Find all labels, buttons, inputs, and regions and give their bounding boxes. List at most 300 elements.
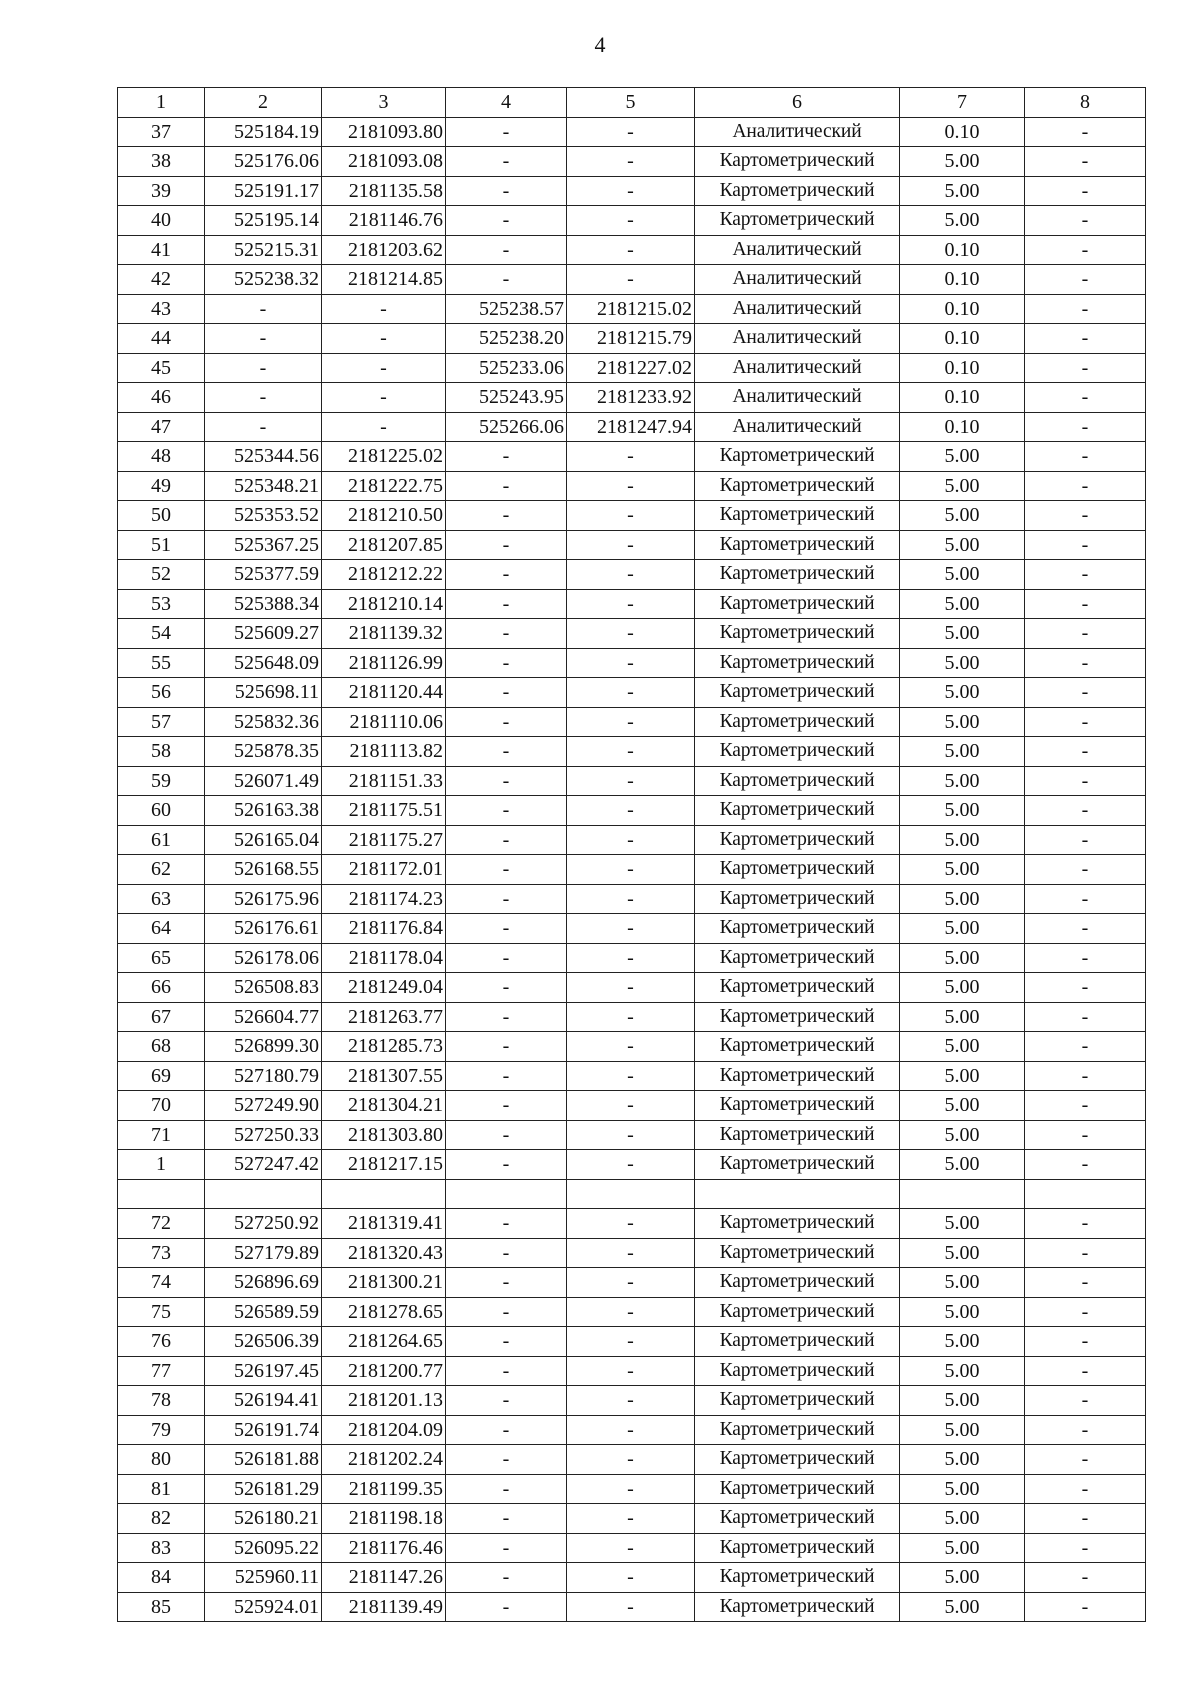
- cell-method: Картометрический: [695, 1120, 900, 1150]
- cell-accuracy: 5.00: [900, 707, 1025, 737]
- table-row: [118, 206, 1146, 236]
- table-row: [118, 294, 1146, 324]
- cell-y-coordinate: 2181225.02: [322, 442, 446, 472]
- cell-notes: -: [1025, 1209, 1146, 1239]
- cell-notes: -: [1025, 1533, 1146, 1563]
- cell-accuracy: 5.00: [900, 471, 1025, 501]
- cell-y-new-coordinate: -: [567, 147, 695, 177]
- cell-y-new-coordinate: -: [567, 855, 695, 885]
- cell-method: Картометрический: [695, 737, 900, 767]
- cell-y-new-coordinate: -: [567, 1415, 695, 1445]
- cell-method: Картометрический: [695, 1238, 900, 1268]
- cell-y-coordinate: 2181113.82: [322, 737, 446, 767]
- cell-y-coordinate: -: [322, 353, 446, 383]
- cell-notes: -: [1025, 265, 1146, 295]
- table-row: [118, 383, 1146, 413]
- column-header-3: 3: [322, 88, 446, 118]
- cell-x-coordinate: -: [205, 383, 322, 413]
- cell-method: Картометрический: [695, 1356, 900, 1386]
- cell-x-new-coordinate: 525238.20: [446, 324, 567, 354]
- cell-y-coordinate: 2181147.26: [322, 1563, 446, 1593]
- table-row: [118, 1474, 1146, 1504]
- cell-method: Картометрический: [695, 1268, 900, 1298]
- cell-y-new-coordinate: -: [567, 1061, 695, 1091]
- cell-y-coordinate: 2181217.15: [322, 1150, 446, 1180]
- cell-method: Картометрический: [695, 1297, 900, 1327]
- cell-x-coordinate: 525184.19: [205, 117, 322, 147]
- cell-y-coordinate: 2181320.43: [322, 1238, 446, 1268]
- cell-x-new-coordinate: -: [446, 1268, 567, 1298]
- table-row: [118, 1032, 1146, 1062]
- table-row: [118, 235, 1146, 265]
- cell-x-new-coordinate: 525233.06: [446, 353, 567, 383]
- cell-x-coordinate: 525377.59: [205, 560, 322, 590]
- cell-point-number: 64: [118, 914, 205, 944]
- cell-point-number: 56: [118, 678, 205, 708]
- cell-notes: -: [1025, 206, 1146, 236]
- cell-y-coordinate: [322, 1179, 446, 1209]
- cell-y-new-coordinate: -: [567, 707, 695, 737]
- cell-x-coordinate: 525960.11: [205, 1563, 322, 1593]
- cell-notes: -: [1025, 973, 1146, 1003]
- cell-notes: -: [1025, 796, 1146, 826]
- cell-method: [695, 1179, 900, 1209]
- cell-x-coordinate: 526165.04: [205, 825, 322, 855]
- cell-accuracy: 5.00: [900, 1533, 1025, 1563]
- cell-notes: -: [1025, 914, 1146, 944]
- cell-method: Картометрический: [695, 206, 900, 236]
- cell-notes: -: [1025, 1563, 1146, 1593]
- cell-method: Аналитический: [695, 117, 900, 147]
- table-row: [118, 589, 1146, 619]
- cell-x-new-coordinate: 525238.57: [446, 294, 567, 324]
- cell-method: Картометрический: [695, 648, 900, 678]
- cell-accuracy: 5.00: [900, 1238, 1025, 1268]
- cell-x-coordinate: 525388.34: [205, 589, 322, 619]
- cell-x-new-coordinate: [446, 1179, 567, 1209]
- cell-point-number: 38: [118, 147, 205, 177]
- cell-notes: -: [1025, 176, 1146, 206]
- cell-notes: -: [1025, 1386, 1146, 1416]
- cell-x-new-coordinate: -: [446, 825, 567, 855]
- cell-point-number: 60: [118, 796, 205, 826]
- cell-y-new-coordinate: -: [567, 1091, 695, 1121]
- column-header-5: 5: [567, 88, 695, 118]
- table-row: [118, 530, 1146, 560]
- cell-notes: -: [1025, 1120, 1146, 1150]
- cell-y-new-coordinate: -: [567, 1032, 695, 1062]
- cell-notes: -: [1025, 294, 1146, 324]
- cell-method: Картометрический: [695, 766, 900, 796]
- cell-method: Аналитический: [695, 265, 900, 295]
- table-row: [118, 147, 1146, 177]
- cell-y-new-coordinate: -: [567, 1474, 695, 1504]
- cell-x-new-coordinate: -: [446, 1474, 567, 1504]
- cell-accuracy: 0.10: [900, 353, 1025, 383]
- table-row: [118, 1592, 1146, 1622]
- cell-x-new-coordinate: -: [446, 117, 567, 147]
- cell-method: Картометрический: [695, 1474, 900, 1504]
- cell-point-number: 75: [118, 1297, 205, 1327]
- cell-x-new-coordinate: -: [446, 884, 567, 914]
- cell-y-coordinate: 2181202.24: [322, 1445, 446, 1475]
- cell-x-coordinate: -: [205, 294, 322, 324]
- cell-notes: -: [1025, 1297, 1146, 1327]
- cell-point-number: 81: [118, 1474, 205, 1504]
- cell-point-number: 73: [118, 1238, 205, 1268]
- cell-y-coordinate: 2181210.14: [322, 589, 446, 619]
- cell-method: Картометрический: [695, 619, 900, 649]
- cell-y-new-coordinate: 2181247.94: [567, 412, 695, 442]
- cell-point-number: 51: [118, 530, 205, 560]
- table-row: [118, 1504, 1146, 1534]
- cell-x-new-coordinate: -: [446, 1209, 567, 1239]
- cell-x-new-coordinate: -: [446, 471, 567, 501]
- cell-x-coordinate: 526163.38: [205, 796, 322, 826]
- cell-x-new-coordinate: -: [446, 737, 567, 767]
- cell-x-new-coordinate: -: [446, 235, 567, 265]
- cell-point-number: 46: [118, 383, 205, 413]
- cell-y-new-coordinate: -: [567, 1297, 695, 1327]
- cell-accuracy: 5.00: [900, 619, 1025, 649]
- cell-accuracy: 5.00: [900, 825, 1025, 855]
- cell-point-number: 80: [118, 1445, 205, 1475]
- cell-method: Картометрический: [695, 1563, 900, 1593]
- cell-x-new-coordinate: -: [446, 619, 567, 649]
- cell-accuracy: 5.00: [900, 1032, 1025, 1062]
- cell-notes: -: [1025, 619, 1146, 649]
- cell-point-number: 71: [118, 1120, 205, 1150]
- cell-y-coordinate: 2181214.85: [322, 265, 446, 295]
- cell-accuracy: 5.00: [900, 176, 1025, 206]
- cell-point-number: 83: [118, 1533, 205, 1563]
- cell-y-new-coordinate: -: [567, 1504, 695, 1534]
- cell-y-new-coordinate: 2181215.02: [567, 294, 695, 324]
- table-row: [118, 1150, 1146, 1180]
- cell-accuracy: 5.00: [900, 1268, 1025, 1298]
- cell-notes: -: [1025, 943, 1146, 973]
- cell-point-number: 39: [118, 176, 205, 206]
- cell-y-new-coordinate: -: [567, 825, 695, 855]
- cell-x-new-coordinate: -: [446, 1592, 567, 1622]
- cell-y-new-coordinate: 2181215.79: [567, 324, 695, 354]
- cell-x-new-coordinate: -: [446, 589, 567, 619]
- cell-notes: -: [1025, 1268, 1146, 1298]
- cell-y-coordinate: 2181285.73: [322, 1032, 446, 1062]
- cell-notes: -: [1025, 1238, 1146, 1268]
- table-row: [118, 737, 1146, 767]
- cell-accuracy: 5.00: [900, 1061, 1025, 1091]
- cell-y-new-coordinate: -: [567, 206, 695, 236]
- cell-point-number: 55: [118, 648, 205, 678]
- cell-x-new-coordinate: 525243.95: [446, 383, 567, 413]
- cell-point-number: 69: [118, 1061, 205, 1091]
- cell-y-new-coordinate: -: [567, 1563, 695, 1593]
- cell-accuracy: [900, 1179, 1025, 1209]
- cell-y-new-coordinate: -: [567, 943, 695, 973]
- cell-x-coordinate: 525344.56: [205, 442, 322, 472]
- cell-notes: -: [1025, 855, 1146, 885]
- cell-accuracy: 5.00: [900, 737, 1025, 767]
- cell-method: Картометрический: [695, 855, 900, 885]
- cell-method: Аналитический: [695, 412, 900, 442]
- cell-y-coordinate: 2181139.32: [322, 619, 446, 649]
- table-row: [118, 1268, 1146, 1298]
- cell-notes: -: [1025, 1504, 1146, 1534]
- cell-y-new-coordinate: -: [567, 766, 695, 796]
- cell-y-coordinate: 2181201.13: [322, 1386, 446, 1416]
- cell-x-new-coordinate: -: [446, 1533, 567, 1563]
- cell-y-coordinate: 2181178.04: [322, 943, 446, 973]
- cell-y-new-coordinate: -: [567, 737, 695, 767]
- cell-x-coordinate: 526180.21: [205, 1504, 322, 1534]
- cell-point-number: 85: [118, 1592, 205, 1622]
- cell-notes: -: [1025, 1356, 1146, 1386]
- table-row: [118, 1386, 1146, 1416]
- cell-method: Картометрический: [695, 1327, 900, 1357]
- cell-y-coordinate: 2181264.65: [322, 1327, 446, 1357]
- cell-accuracy: 0.10: [900, 265, 1025, 295]
- cell-accuracy: 5.00: [900, 1445, 1025, 1475]
- cell-method: Картометрический: [695, 442, 900, 472]
- cell-x-new-coordinate: -: [446, 678, 567, 708]
- cell-y-coordinate: 2181212.22: [322, 560, 446, 590]
- cell-x-coordinate: 526508.83: [205, 973, 322, 1003]
- table-row: [118, 619, 1146, 649]
- cell-method: Картометрический: [695, 973, 900, 1003]
- cell-point-number: 54: [118, 619, 205, 649]
- cell-method: Картометрический: [695, 796, 900, 826]
- cell-notes: -: [1025, 1061, 1146, 1091]
- cell-y-new-coordinate: -: [567, 1120, 695, 1150]
- cell-notes: -: [1025, 678, 1146, 708]
- cell-notes: -: [1025, 884, 1146, 914]
- table-row: [118, 324, 1146, 354]
- cell-y-coordinate: 2181120.44: [322, 678, 446, 708]
- cell-notes: -: [1025, 501, 1146, 531]
- cell-method: Картометрический: [695, 1091, 900, 1121]
- cell-y-coordinate: 2181249.04: [322, 973, 446, 1003]
- cell-y-new-coordinate: -: [567, 1209, 695, 1239]
- cell-notes: -: [1025, 825, 1146, 855]
- cell-y-new-coordinate: -: [567, 1592, 695, 1622]
- cell-x-new-coordinate: -: [446, 766, 567, 796]
- cell-method: Картометрический: [695, 707, 900, 737]
- cell-y-coordinate: 2181200.77: [322, 1356, 446, 1386]
- table-row: [118, 265, 1146, 295]
- column-header-1: 1: [118, 88, 205, 118]
- cell-point-number: 59: [118, 766, 205, 796]
- cell-notes: -: [1025, 707, 1146, 737]
- cell-y-new-coordinate: -: [567, 235, 695, 265]
- cell-x-coordinate: 525367.25: [205, 530, 322, 560]
- table-row: [118, 1327, 1146, 1357]
- cell-x-new-coordinate: -: [446, 1356, 567, 1386]
- cell-point-number: 52: [118, 560, 205, 590]
- cell-accuracy: 5.00: [900, 1297, 1025, 1327]
- cell-accuracy: 5.00: [900, 560, 1025, 590]
- cell-accuracy: 5.00: [900, 1563, 1025, 1593]
- table-row: [118, 560, 1146, 590]
- cell-x-coordinate: 526176.61: [205, 914, 322, 944]
- table-row: [118, 1238, 1146, 1268]
- cell-accuracy: 5.00: [900, 1327, 1025, 1357]
- cell-y-coordinate: 2181176.84: [322, 914, 446, 944]
- cell-notes: -: [1025, 1150, 1146, 1180]
- cell-y-new-coordinate: 2181227.02: [567, 353, 695, 383]
- cell-method: Картометрический: [695, 1504, 900, 1534]
- table-row: [118, 501, 1146, 531]
- cell-point-number: 47: [118, 412, 205, 442]
- table-row: [118, 1415, 1146, 1445]
- cell-method: Картометрический: [695, 1209, 900, 1239]
- cell-y-coordinate: 2181199.35: [322, 1474, 446, 1504]
- cell-accuracy: 5.00: [900, 1415, 1025, 1445]
- header-row: [118, 88, 1146, 118]
- cell-method: Картометрический: [695, 1386, 900, 1416]
- cell-point-number: 61: [118, 825, 205, 855]
- cell-point-number: 50: [118, 501, 205, 531]
- cell-method: Картометрический: [695, 1592, 900, 1622]
- cell-x-coordinate: 525215.31: [205, 235, 322, 265]
- table-row: [118, 1002, 1146, 1032]
- cell-method: Картометрический: [695, 1533, 900, 1563]
- cell-accuracy: 5.00: [900, 1091, 1025, 1121]
- table-row: [118, 1209, 1146, 1239]
- cell-notes: -: [1025, 1002, 1146, 1032]
- cell-x-new-coordinate: -: [446, 1386, 567, 1416]
- cell-method: Картометрический: [695, 501, 900, 531]
- cell-x-coordinate: 526191.74: [205, 1415, 322, 1445]
- cell-point-number: 72: [118, 1209, 205, 1239]
- cell-accuracy: 5.00: [900, 1504, 1025, 1534]
- column-header-4: 4: [446, 88, 567, 118]
- cell-accuracy: 5.00: [900, 678, 1025, 708]
- cell-accuracy: 0.10: [900, 324, 1025, 354]
- cell-notes: -: [1025, 1474, 1146, 1504]
- table-row: [118, 766, 1146, 796]
- cell-y-coordinate: 2181175.27: [322, 825, 446, 855]
- table-row: [118, 1179, 1146, 1209]
- cell-accuracy: 5.00: [900, 1002, 1025, 1032]
- cell-x-new-coordinate: -: [446, 1120, 567, 1150]
- cell-notes: -: [1025, 1445, 1146, 1475]
- cell-x-coordinate: 527247.42: [205, 1150, 322, 1180]
- cell-y-new-coordinate: -: [567, 973, 695, 1003]
- cell-notes: -: [1025, 442, 1146, 472]
- cell-point-number: 66: [118, 973, 205, 1003]
- cell-y-new-coordinate: -: [567, 589, 695, 619]
- cell-notes: -: [1025, 1327, 1146, 1357]
- cell-x-coordinate: 526175.96: [205, 884, 322, 914]
- cell-method: Аналитический: [695, 235, 900, 265]
- cell-x-coordinate: 526194.41: [205, 1386, 322, 1416]
- cell-x-new-coordinate: -: [446, 1297, 567, 1327]
- cell-y-new-coordinate: -: [567, 1150, 695, 1180]
- cell-y-coordinate: 2181135.58: [322, 176, 446, 206]
- cell-y-coordinate: 2181203.62: [322, 235, 446, 265]
- cell-notes: -: [1025, 530, 1146, 560]
- cell-method: Картометрический: [695, 1445, 900, 1475]
- cell-x-coordinate: 526071.49: [205, 766, 322, 796]
- cell-point-number: 78: [118, 1386, 205, 1416]
- cell-y-new-coordinate: -: [567, 1002, 695, 1032]
- cell-y-coordinate: 2181110.06: [322, 707, 446, 737]
- cell-accuracy: 5.00: [900, 589, 1025, 619]
- coordinates-table: [117, 87, 1146, 1622]
- cell-y-coordinate: 2181207.85: [322, 530, 446, 560]
- cell-y-coordinate: 2181176.46: [322, 1533, 446, 1563]
- cell-point-number: 74: [118, 1268, 205, 1298]
- table-row: [118, 884, 1146, 914]
- cell-y-coordinate: 2181175.51: [322, 796, 446, 826]
- cell-point-number: 76: [118, 1327, 205, 1357]
- table-row: [118, 1061, 1146, 1091]
- cell-x-new-coordinate: 525266.06: [446, 412, 567, 442]
- cell-x-coordinate: 525698.11: [205, 678, 322, 708]
- cell-x-new-coordinate: -: [446, 707, 567, 737]
- table-row: [118, 176, 1146, 206]
- cell-method: Картометрический: [695, 884, 900, 914]
- cell-point-number: 57: [118, 707, 205, 737]
- cell-point-number: 49: [118, 471, 205, 501]
- table-row: [118, 117, 1146, 147]
- cell-accuracy: 5.00: [900, 1150, 1025, 1180]
- cell-x-coordinate: 526197.45: [205, 1356, 322, 1386]
- cell-x-coordinate: 527180.79: [205, 1061, 322, 1091]
- cell-point-number: 53: [118, 589, 205, 619]
- table-row: [118, 1356, 1146, 1386]
- cell-x-new-coordinate: -: [446, 1445, 567, 1475]
- cell-method: Картометрический: [695, 471, 900, 501]
- cell-method: Картометрический: [695, 678, 900, 708]
- cell-x-coordinate: 526178.06: [205, 943, 322, 973]
- cell-x-new-coordinate: -: [446, 648, 567, 678]
- cell-accuracy: 5.00: [900, 147, 1025, 177]
- cell-notes: -: [1025, 235, 1146, 265]
- cell-method: Картометрический: [695, 176, 900, 206]
- cell-notes: -: [1025, 1415, 1146, 1445]
- cell-point-number: 44: [118, 324, 205, 354]
- cell-x-coordinate: 526095.22: [205, 1533, 322, 1563]
- cell-x-new-coordinate: -: [446, 176, 567, 206]
- table-row: [118, 1120, 1146, 1150]
- cell-notes: -: [1025, 648, 1146, 678]
- cell-notes: -: [1025, 471, 1146, 501]
- cell-notes: -: [1025, 589, 1146, 619]
- cell-accuracy: 5.00: [900, 442, 1025, 472]
- cell-x-coordinate: -: [205, 412, 322, 442]
- cell-x-new-coordinate: -: [446, 1061, 567, 1091]
- cell-point-number: 84: [118, 1563, 205, 1593]
- cell-notes: -: [1025, 412, 1146, 442]
- cell-accuracy: 5.00: [900, 766, 1025, 796]
- cell-notes: -: [1025, 117, 1146, 147]
- cell-accuracy: 5.00: [900, 648, 1025, 678]
- cell-y-new-coordinate: -: [567, 530, 695, 560]
- cell-method: Аналитический: [695, 383, 900, 413]
- cell-y-new-coordinate: -: [567, 914, 695, 944]
- cell-x-coordinate: 527250.92: [205, 1209, 322, 1239]
- cell-point-number: 67: [118, 1002, 205, 1032]
- cell-point-number: 68: [118, 1032, 205, 1062]
- cell-y-coordinate: 2181319.41: [322, 1209, 446, 1239]
- cell-x-coordinate: 525878.35: [205, 737, 322, 767]
- table-row: [118, 973, 1146, 1003]
- cell-y-new-coordinate: -: [567, 1238, 695, 1268]
- cell-point-number: 58: [118, 737, 205, 767]
- cell-x-coordinate: 525348.21: [205, 471, 322, 501]
